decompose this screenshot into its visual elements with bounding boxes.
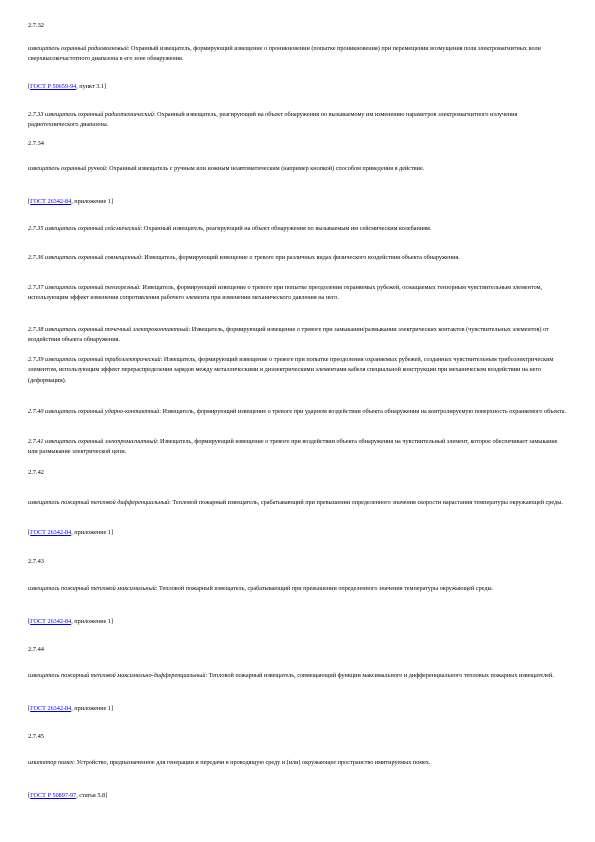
definition-2-7-37 bbox=[28, 283, 568, 304]
gost-link[interactable]: ГОСТ Р 50897-97 bbox=[30, 792, 77, 799]
definition-2-7-40 bbox=[28, 407, 568, 417]
term: 2.7.35 извещатель охранный сейсмический bbox=[28, 225, 141, 232]
term: 2.7.37 извещатель охранный тензорезный bbox=[28, 284, 140, 291]
definition-2-7-34 bbox=[28, 164, 568, 174]
definition-text: : Извещатель, формирующий извещение о тревоге при попытке преодоления охраняемых рубежей, оснащаемых тензорным чувствительным элементом, использующим эффект изменения сопротивления рабочего элемента при изменении механического давления на него. bbox=[28, 284, 543, 302]
gost-link[interactable]: ГОСТ 26342-84 bbox=[30, 529, 72, 536]
term: извещатель пожарный тепловой максимальный bbox=[28, 585, 156, 592]
definition-text: : Охранный извещатель, реагирующий на объект обнаружения по вызываемому им изменению параметров электромагнитного излучения радиотехнического диапазона. bbox=[28, 111, 518, 129]
entry-number-2-7-43: 2.7.43 bbox=[28, 558, 44, 565]
source-ref-1: [ГОСТ Р 50659-94, пункт 3.1] bbox=[28, 83, 106, 90]
gost-link[interactable]: ГОСТ 26342-84 bbox=[30, 198, 72, 205]
definition-text: : Извещатель, формирующий извещение о тревоге при воздействии объекта обнаружения на чувствительный элемент, которое обеспечивает замыкание или размыкание электрической цепи. bbox=[28, 438, 558, 456]
entry-number-2-7-45: 2.7.45 bbox=[28, 733, 44, 740]
source-ref-6: [ГОСТ Р 50897-97, статья 5.8] bbox=[28, 792, 108, 799]
definition-2-7-42 bbox=[28, 498, 568, 508]
term: 2.7.33 извещатель охранный радиотехнический bbox=[28, 111, 154, 118]
definition-text: : Охранный извещатель, реагирующий на объект обнаружения по вызываемым им сейсмическим колебаниям. bbox=[140, 225, 432, 232]
definition-2-7-44 bbox=[28, 671, 568, 681]
term: извещатель охранный радиоволновый bbox=[28, 45, 128, 52]
definition-2-7-41 bbox=[28, 437, 568, 458]
definition-text: : Устройство, предназначенное для генерации и передачи в проводящую среду и (или) окружающее пространство имитируемых помех. bbox=[73, 759, 431, 766]
term: извещатель пожарный тепловой максимально-дифференциальный bbox=[28, 672, 206, 679]
definition-text: : Тепловой пожарный извещатель, срабатывающий при превышении определенного значения температуры окружающей среды. bbox=[155, 585, 494, 592]
term: извещатель охранный ручной bbox=[28, 165, 106, 172]
source-ref-4: [ГОСТ 26342-84, приложение 1] bbox=[28, 618, 114, 625]
definition-text: : Извещатель, формирующий извещение о тревоге при различных видах физического воздействия объекта обнаружения. bbox=[140, 254, 460, 261]
gost-link[interactable]: ГОСТ Р 50659-94 bbox=[30, 83, 77, 90]
definition-2-7-39 bbox=[28, 355, 568, 386]
definition-2-7-35 bbox=[28, 224, 568, 234]
definition-text: : Извещатель, формирующий извещение о тревоге при ударном воздействии объекта обнаружения на контролируемую поверхность охраняемого объекта. bbox=[159, 408, 567, 415]
source-ref-3: [ГОСТ 26342-84, приложение 1] bbox=[28, 529, 114, 536]
definition-2-7-43 bbox=[28, 584, 568, 594]
term: 2.7.41 извещатель охранный электромагнитный bbox=[28, 438, 157, 445]
definition-text: : Извещатель, формирующий извещение о тревоге при замыкании/размыкании электрических контактов (чувствительных элементов) от воздействия объекта обнаружения. bbox=[28, 326, 549, 344]
term: извещатель пожарный тепловой дифференциальный bbox=[28, 499, 170, 506]
gost-link[interactable]: ГОСТ 26342-84 bbox=[30, 618, 72, 625]
definition-2-7-38 bbox=[28, 325, 568, 346]
definition-text: : Извещатель, формирующий извещение о тревоге при попытке преодоления охраняемых рубежей, созданных чувствительным трибоэлектрическим элементом, использующим эффект перераспределения зарядов между металлическими и диэлектрическими элементами кабеля специальной конструкции при механическом воздействии на него (деформации). bbox=[28, 356, 554, 384]
term: 2.7.36 извещатель охранный совмещенный bbox=[28, 254, 141, 261]
source-ref-2: [ГОСТ 26342-84, приложение 1] bbox=[28, 198, 114, 205]
definition-2-7-45 bbox=[28, 758, 568, 768]
term: 2.7.38 извещатель охранный точечный электроконтактный bbox=[28, 326, 189, 333]
definition-2-7-32 bbox=[28, 44, 568, 65]
entry-number-2-7-42: 2.7.42 bbox=[28, 469, 44, 476]
definition-2-7-36 bbox=[28, 253, 568, 263]
definition-text: : Охранный извещатель, формирующий извещение о проникновении (попытке проникновения) при перемещении возмущения поля электромагнитных волн сверхвысокочастотного диапазона в его зоне обнаружения. bbox=[28, 45, 541, 63]
gost-link[interactable]: ГОСТ 26342-84 bbox=[30, 705, 72, 712]
definition-2-7-33 bbox=[28, 110, 568, 131]
source-ref-5: [ГОСТ 26342-84, приложение 1] bbox=[28, 705, 114, 712]
term: 2.7.40 извещатель охранный ударно-контактный bbox=[28, 408, 160, 415]
term: 2.7.39 извещатель охранный трибоэлектрический bbox=[28, 356, 161, 363]
entry-number-2-7-34: 2.7.34 bbox=[28, 140, 44, 147]
entry-number-2-7-44: 2.7.44 bbox=[28, 646, 44, 653]
definition-text: : Тепловой пожарный извещатель, срабатывающий при превышении определенного значения скорости нарастания температуры окружающей среды. bbox=[169, 499, 563, 506]
entry-number-2-7-32: 2.7.32 bbox=[28, 22, 44, 29]
definition-text: : Тепловой пожарный извещатель, совмещающий функции максимального и дифференциального тепловых пожарных извещателей. bbox=[205, 672, 554, 679]
term: имитатор помех bbox=[28, 759, 74, 766]
definition-text: : Охранный извещатель с ручным или ножным неавтоматическим (например кнопкой) способом приведения в действие. bbox=[105, 165, 425, 172]
